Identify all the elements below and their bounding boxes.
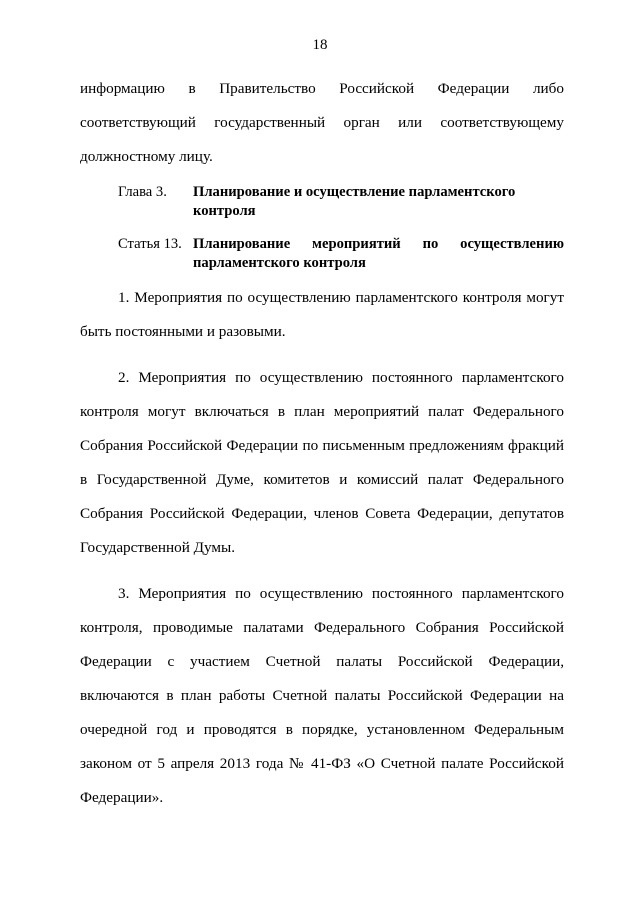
text-line: включаются в план работы Счетной палаты Российской Федерации на: [80, 687, 564, 704]
chapter-heading: [80, 183, 564, 221]
intro-paragraph: [80, 72, 564, 174]
chapter-title: [193, 183, 564, 221]
text-line: законом от 5 апреля 2013 года № 41-ФЗ «О Счетной палате Российской: [80, 755, 564, 772]
text-line: соответствующий государственный орган или соответствующему: [80, 114, 564, 131]
paragraph-1: [80, 281, 564, 349]
text-line: Собрания Российской Федерации по письменным предложениям фракций: [80, 437, 564, 454]
text-line: 1. Мероприятия по осуществлению парламентского контроля могут: [118, 289, 564, 306]
text-line: должностному лицу.: [80, 148, 213, 165]
text-line: в Государственной Думе, комитетов и комиссий палат Федерального: [80, 471, 564, 488]
text-line: информацию в Правительство Российской Федерации либо: [80, 80, 564, 97]
page-number: 18: [312, 37, 328, 53]
paragraph-2: [80, 361, 564, 565]
article-heading: [80, 235, 564, 273]
text-line: Государственной Думы.: [80, 539, 235, 556]
article-title: [193, 235, 564, 273]
text-line: контроля могут включаться в план мероприятий палат Федерального: [80, 403, 564, 420]
text-line: 3. Мероприятия по осуществлению постоянного парламентского: [118, 585, 564, 602]
article-title-line: парламентского контроля: [193, 255, 366, 271]
text-line: 2. Мероприятия по осуществлению постоянного парламентского: [118, 369, 564, 386]
text-line: очередной год и проводятся в порядке, установленном Федеральным: [80, 721, 564, 738]
chapter-title-line: контроля: [193, 203, 256, 219]
text-line: Федерации».: [80, 789, 164, 806]
chapter-title-line: Планирование и осуществление парламентского: [193, 184, 516, 200]
text-line: контроля, проводимые палатами Федерального Собрания Российской: [80, 619, 564, 636]
article-label: Статья 13.: [118, 236, 182, 252]
text-line: быть постоянными и разовыми.: [80, 323, 286, 340]
page-content: [80, 72, 564, 815]
article-title-line: Планирование мероприятий по осуществлению: [193, 236, 564, 252]
text-line: Федерации с участием Счетной палаты Российской Федерации,: [80, 653, 564, 670]
chapter-label: Глава 3.: [118, 184, 167, 200]
paragraph-3: [80, 577, 564, 815]
text-line: Собрания Российской Федерации, членов Совета Федерации, депутатов: [80, 505, 564, 522]
